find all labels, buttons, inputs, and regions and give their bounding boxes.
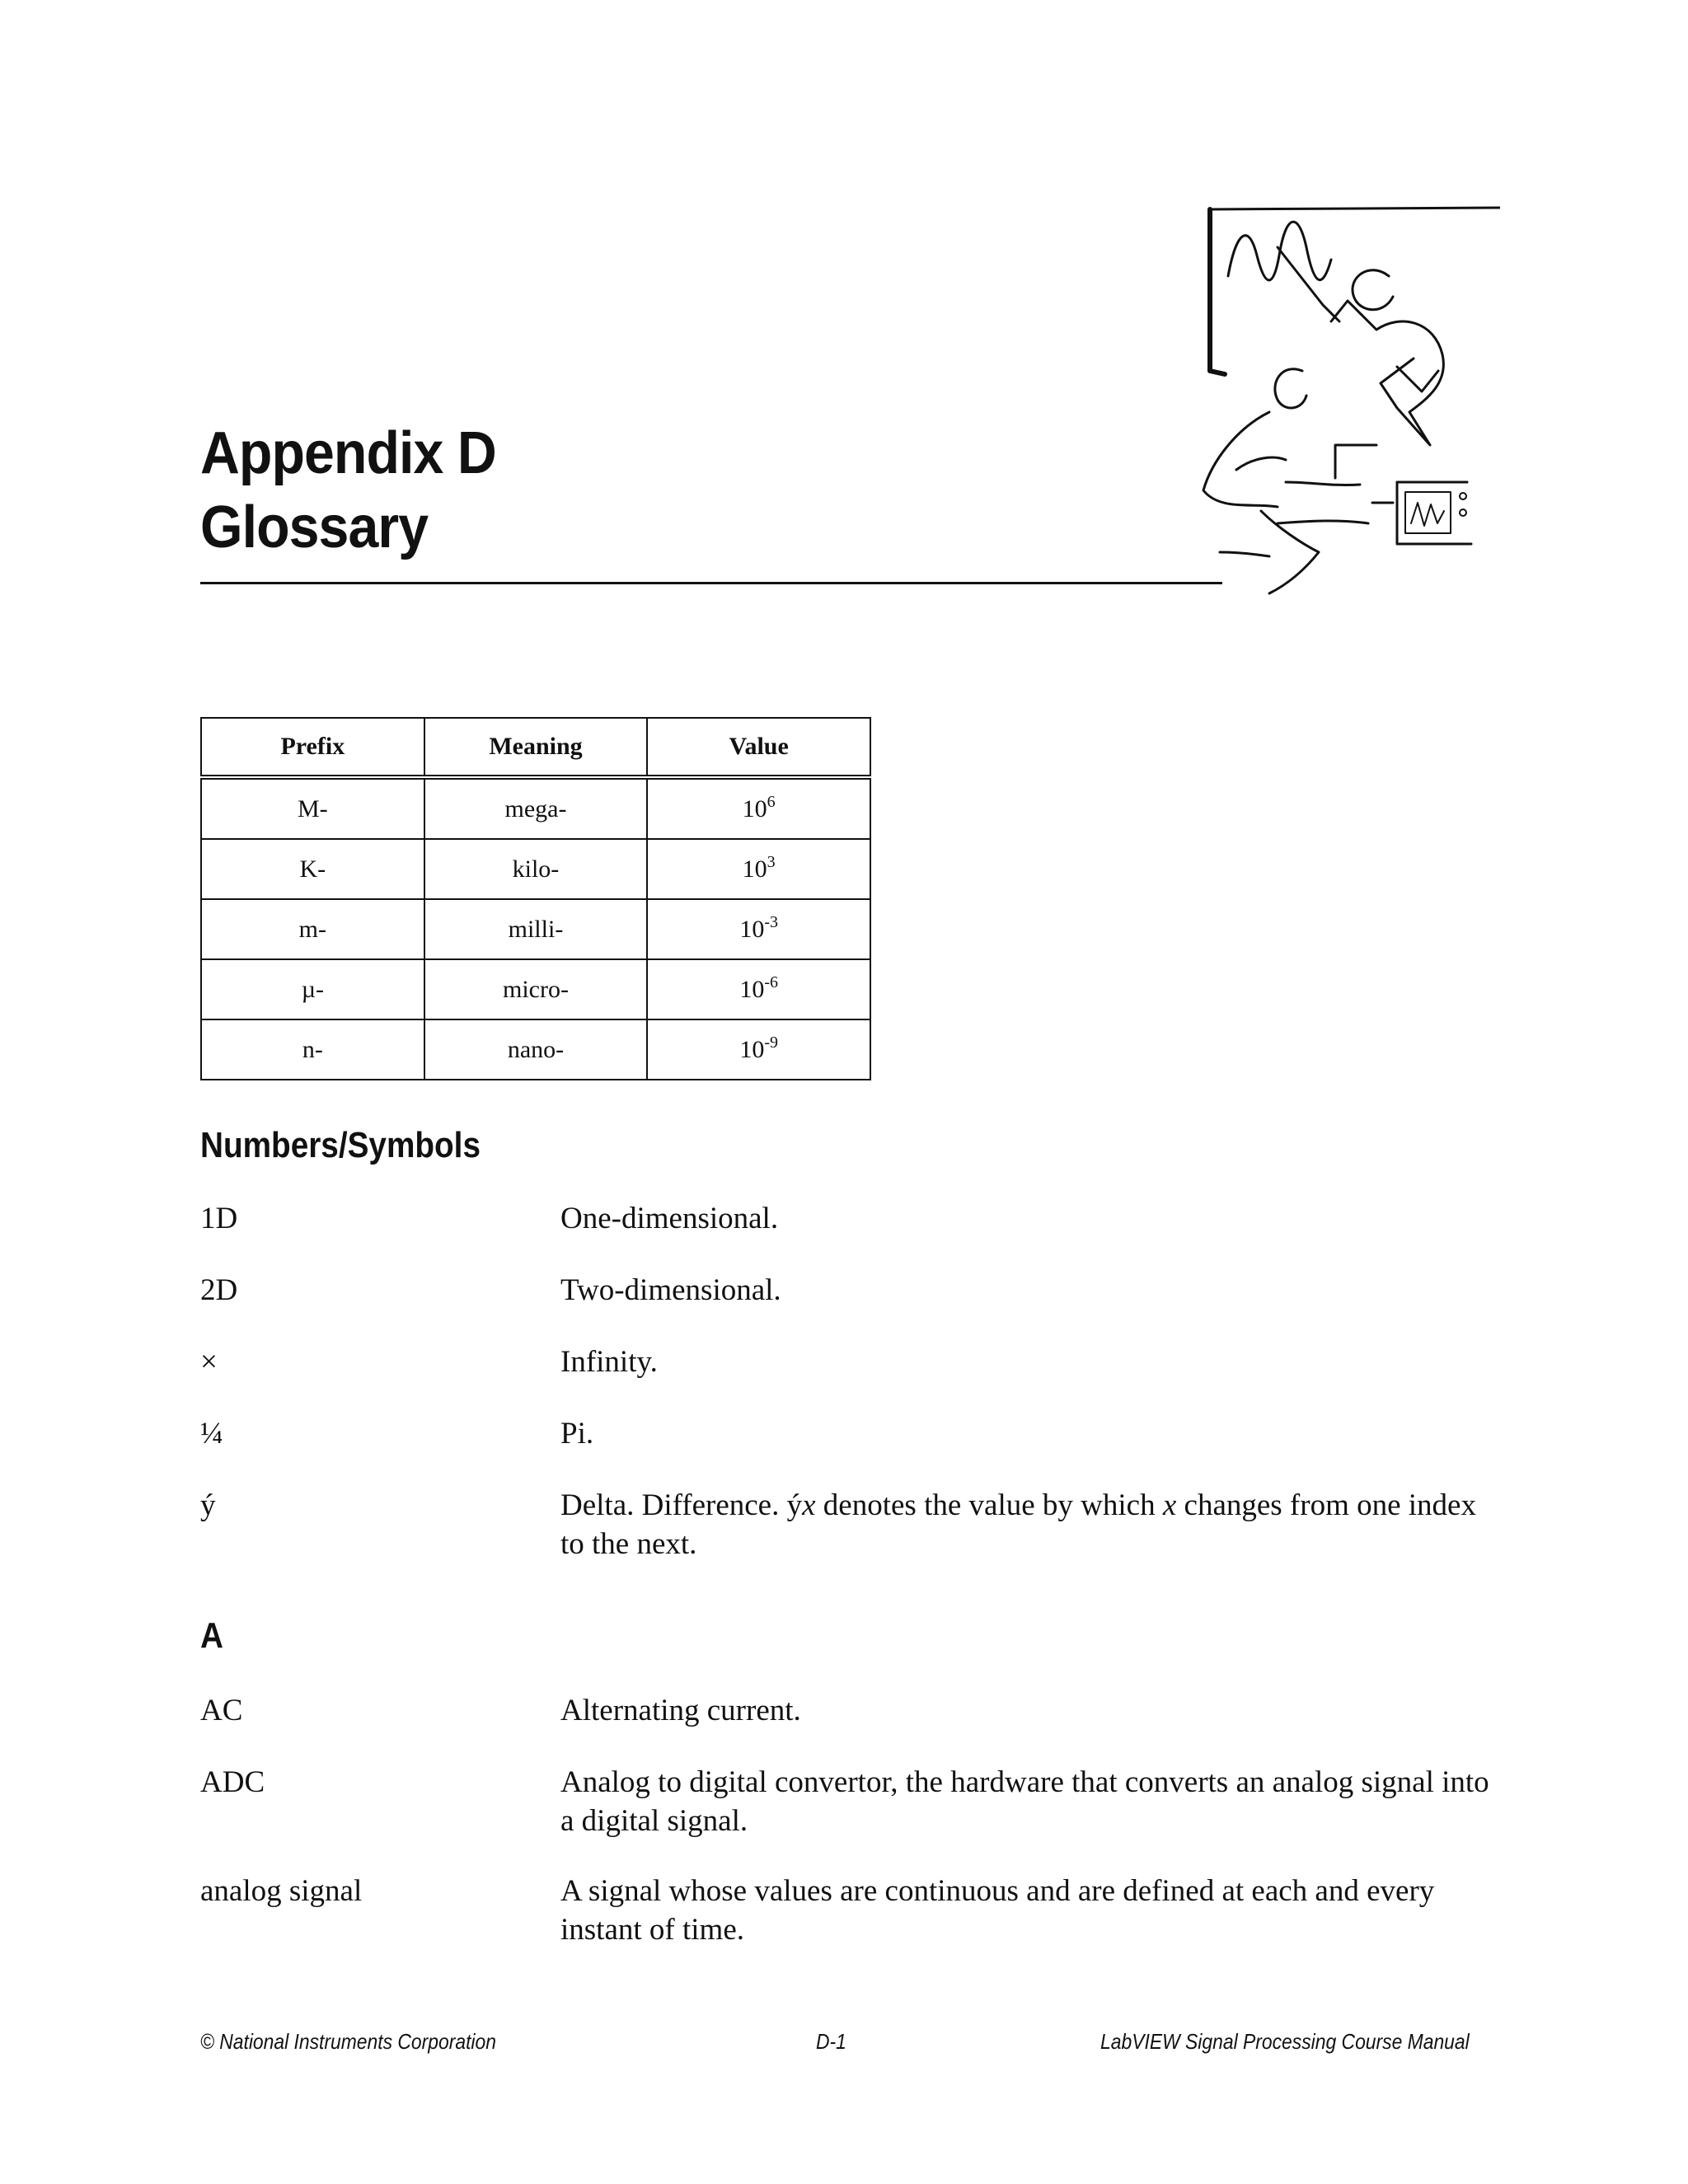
table-row	[201, 1019, 870, 1080]
glossary-term: AC	[200, 1694, 243, 1727]
footer-page-number: D-1	[816, 2029, 846, 2054]
table-row	[201, 777, 870, 839]
glossary-term: ADC	[200, 1765, 265, 1799]
value-base: 10	[739, 975, 765, 1003]
value-cell	[647, 1019, 870, 1080]
section-heading-a: A	[200, 1615, 223, 1656]
glossary-definition: One-dimensional.	[560, 1202, 779, 1235]
value-cell	[647, 777, 870, 839]
prefix-cell: m-	[201, 899, 424, 959]
glossary-definition: A signal whose values are continuous and are defined at each and every instant of time.	[560, 1874, 1435, 1947]
value-base: 10	[739, 915, 765, 943]
table-row	[201, 959, 870, 1019]
value-cell	[647, 959, 870, 1019]
value-exponent: 6	[767, 792, 776, 811]
meaning-cell: milli-	[424, 899, 648, 959]
column-header-value: Value	[647, 718, 870, 777]
value-exponent: -3	[764, 912, 778, 931]
glossary-term: 1D	[200, 1202, 238, 1235]
glossary-definition: Two-dimensional.	[560, 1273, 781, 1307]
chapter-illustration-icon	[1187, 198, 1500, 602]
value-exponent: -6	[764, 972, 778, 991]
meaning-cell: mega-	[424, 777, 648, 839]
table-row	[201, 899, 870, 959]
definition-text: changes from one index to the next.	[560, 1488, 1476, 1561]
meaning-cell: kilo-	[424, 839, 648, 899]
prefix-cell: K-	[201, 839, 424, 899]
column-header-prefix: Prefix	[201, 718, 424, 777]
definition-variable: x	[802, 1488, 816, 1522]
glossary-definition	[560, 1486, 1492, 1563]
glossary-term: ¼	[200, 1417, 223, 1451]
glossary-term: 2D	[200, 1273, 238, 1307]
value-base: 10	[742, 855, 767, 883]
footer-copyright: © National Instruments Corporation	[200, 2029, 496, 2054]
value-exponent: 3	[767, 852, 776, 871]
footer-manual-title: LabVIEW Signal Processing Course Manual	[1100, 2029, 1470, 2054]
page-title	[200, 416, 1231, 565]
table-row	[201, 839, 870, 899]
value-cell	[647, 839, 870, 899]
glossary-term: ý	[200, 1488, 216, 1522]
title-rule	[200, 582, 1222, 584]
column-header-meaning: Meaning	[424, 718, 648, 777]
glossary-definition: Analog to digital convertor, the hardware that converts an analog signal into a digital signal.	[560, 1765, 1489, 1838]
section-heading-numbers-symbols: Numbers/Symbols	[200, 1125, 481, 1165]
title-appendix: Appendix D	[200, 420, 496, 486]
meaning-cell: nano-	[424, 1019, 648, 1080]
prefix-cell: n-	[201, 1019, 424, 1080]
value-exponent: -9	[764, 1033, 778, 1052]
prefix-table	[200, 717, 871, 1080]
value-cell	[647, 899, 870, 959]
meaning-cell: micro-	[424, 959, 648, 1019]
prefix-cell: M-	[201, 777, 424, 839]
definition-text: Delta. Difference. ý	[560, 1488, 803, 1522]
definition-variable: x	[1162, 1488, 1177, 1522]
table-header-row	[201, 718, 870, 777]
glossary-term: ×	[200, 1345, 218, 1379]
definition-text: denotes the value by which	[815, 1488, 1163, 1522]
prefix-cell: µ-	[201, 959, 424, 1019]
glossary-definition: Alternating current.	[560, 1694, 801, 1727]
glossary-definition: Pi.	[560, 1417, 594, 1451]
glossary-term: analog signal	[200, 1874, 363, 1908]
value-base: 10	[739, 1035, 765, 1063]
title-glossary: Glossary	[200, 494, 429, 560]
value-base: 10	[742, 794, 767, 823]
glossary-definition: Infinity.	[560, 1345, 658, 1379]
